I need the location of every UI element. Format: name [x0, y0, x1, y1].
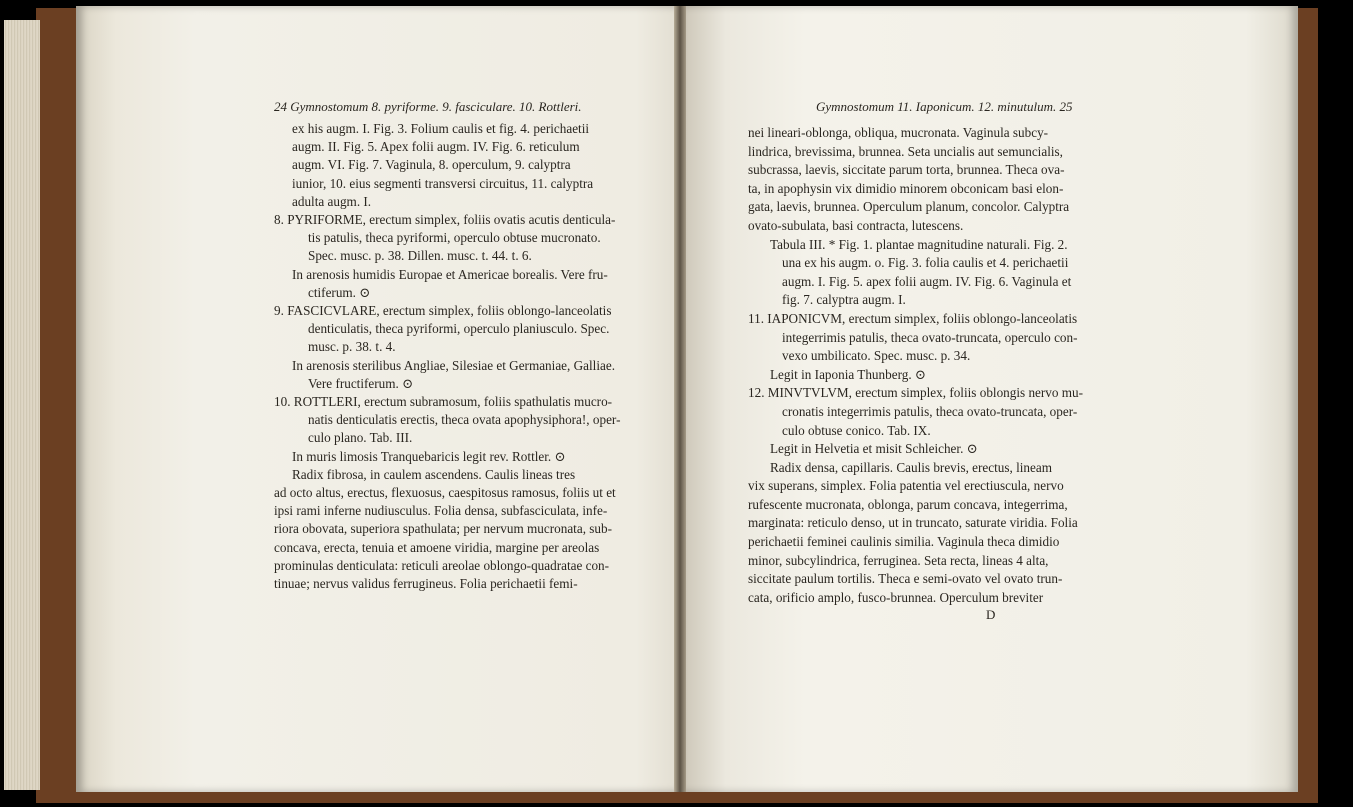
text-line: musc. p. 38. t. 4.	[308, 339, 396, 355]
left-page-body	[274, 120, 620, 593]
text-line: minor, subcylindrica, ferruginea. Seta recta, lineas 4 alta,	[748, 552, 1049, 568]
text-line: una ex his augm. o. Fig. 3. folia caulis et 4. perichaetii	[782, 255, 1069, 271]
text-line: perichaetii feminei caulinis similia. Vaginula theca dimidio	[748, 534, 1060, 550]
text-line: denticulatis, theca pyriformi, operculo planiusculo. Spec.	[308, 321, 610, 337]
text-line: cata, orificio amplo, fusco-brunnea. Operculum breviter	[748, 589, 1044, 605]
text-line: ovato-subulata, basi contracta, lutescens.	[748, 217, 964, 233]
text-line: ipsi rami inferne nudiusculus. Folia densa, subfasciculata, infe-	[274, 503, 608, 519]
text-line: culo plano. Tab. III.	[308, 430, 413, 446]
text-line: integerrimis patulis, theca ovato-truncata, operculo con-	[782, 329, 1078, 345]
book-gutter	[674, 6, 686, 792]
text-line: 10. ROTTLERI, erectum subramosum, foliis spathulatis mucro-	[274, 394, 613, 410]
text-line: iunior, 10. eius segmenti transversi circuitus, 11. calyptra	[292, 175, 594, 191]
text-line: In arenosis humidis Europae et Americae borealis. Vere fru-	[292, 266, 608, 282]
text-line: In arenosis sterilibus Angliae, Silesiae et Germaniae, Galliae.	[292, 357, 615, 373]
running-head: 24 Gymnostomum 8. pyriforme. 9. fasciculare. 10. Rottleri.	[274, 99, 582, 114]
right-page-header	[816, 98, 1073, 116]
signature-letter: D	[986, 607, 996, 622]
running-head: Gymnostomum 11. Iaponicum. 12. minutulum. 25	[816, 99, 1073, 114]
left-page-header	[274, 98, 582, 116]
text-line: Legit in Helvetia et misit Schleicher. ⊙	[770, 441, 978, 457]
text-line: Radix fibrosa, in caulem ascendens. Caulis lineas tres	[292, 466, 576, 482]
text-line: subcrassa, laevis, siccitate parum torta, brunnea. Theca ova-	[748, 162, 1065, 178]
text-line: natis denticulatis erectis, theca ovata apophysiphora!, oper-	[308, 412, 621, 428]
text-line: augm. I. Fig. 5. apex folii augm. IV. Fig. 6. Vaginula et	[782, 273, 1072, 289]
text-line: vix superans, simplex. Folia patentia vel erectiuscula, nervo	[748, 478, 1064, 494]
text-line: fig. 7. calyptra augm. I.	[782, 292, 906, 308]
text-line: augm. VI. Fig. 7. Vaginula, 8. operculum, 9. calyptra	[292, 157, 571, 173]
text-line: Legit in Iaponia Thunberg. ⊙	[770, 366, 926, 382]
text-line: Radix densa, capillaris. Caulis brevis, erectus, lineam	[770, 459, 1052, 475]
text-line: culo obtuse conico. Tab. IX.	[782, 422, 931, 438]
text-line: adulta augm. I.	[292, 193, 372, 209]
text-line: rufescente mucronata, oblonga, parum concava, integerrima,	[748, 496, 1068, 512]
text-line: 12. MINVTVLVM, erectum simplex, foliis oblongis nervo mu-	[748, 385, 1084, 401]
text-line: Spec. musc. p. 38. Dillen. musc. t. 44. t. 6.	[308, 248, 532, 264]
text-line: ex his augm. I. Fig. 3. Folium caulis et fig. 4. perichaetii	[292, 121, 590, 136]
signature-mark	[986, 606, 995, 624]
text-line: cronatis integerrimis patulis, theca ovato-truncata, oper-	[782, 403, 1078, 419]
text-line: augm. II. Fig. 5. Apex folii augm. IV. Fig. 6. reticulum	[292, 139, 580, 155]
text-line: prominulas denticulata: reticuli areolae oblongo-quadratae con-	[274, 557, 610, 573]
left-page-edges	[4, 20, 40, 790]
text-line: ad octo altus, erectus, flexuosus, caespitosus ramosus, foliis ut et	[274, 485, 616, 501]
text-line: ctiferum. ⊙	[308, 284, 371, 300]
text-line: 11. IAPONICVM, erectum simplex, foliis oblongo-lanceolatis	[748, 310, 1078, 326]
text-line: ta, in apophysin vix dimidio minorem obconicam basi elon-	[748, 180, 1064, 196]
text-line: Tabula III. * Fig. 1. plantae magnitudine naturali. Fig. 2.	[770, 236, 1068, 252]
text-line: In muris limosis Tranquebaricis legit rev. Rottler. ⊙	[292, 448, 566, 464]
left-page	[76, 6, 708, 792]
text-line: nei lineari-oblonga, obliqua, mucronata. Vaginula subcy-	[748, 125, 1049, 140]
right-page	[686, 6, 1298, 792]
text-line: tinuae; nervus validus ferrugineus. Folia perichaetii femi-	[274, 576, 578, 592]
text-line: gata, laevis, brunnea. Operculum planum, concolor. Calyptra	[748, 199, 1070, 215]
text-line: 8. PYRIFORME, erectum simplex, foliis ovatis acutis denticula-	[274, 212, 616, 228]
text-line: siccitate paulum tortilis. Theca e semi-ovato vel ovato trun-	[748, 571, 1063, 587]
text-line: Vere fructiferum. ⊙	[308, 375, 414, 391]
text-line: 9. FASCICVLARE, erectum simplex, foliis oblongo-lanceolatis	[274, 303, 612, 319]
text-line: riora obovata, superiora spathulata; per nervum mucronata, sub-	[274, 521, 612, 537]
text-line: tis patulis, theca pyriformi, operculo obtuse mucronato.	[308, 230, 601, 246]
text-line: vexo umbilicato. Spec. musc. p. 34.	[782, 348, 971, 364]
text-line: lindrica, brevissima, brunnea. Seta uncialis aut semuncialis,	[748, 143, 1063, 159]
text-line: concava, erecta, tenuia et amoene viridia, margine per areolas	[274, 539, 600, 555]
right-page-body	[748, 124, 1083, 607]
text-line: marginata: reticulo denso, ut in truncato, saturate viridia. Folia	[748, 515, 1078, 531]
